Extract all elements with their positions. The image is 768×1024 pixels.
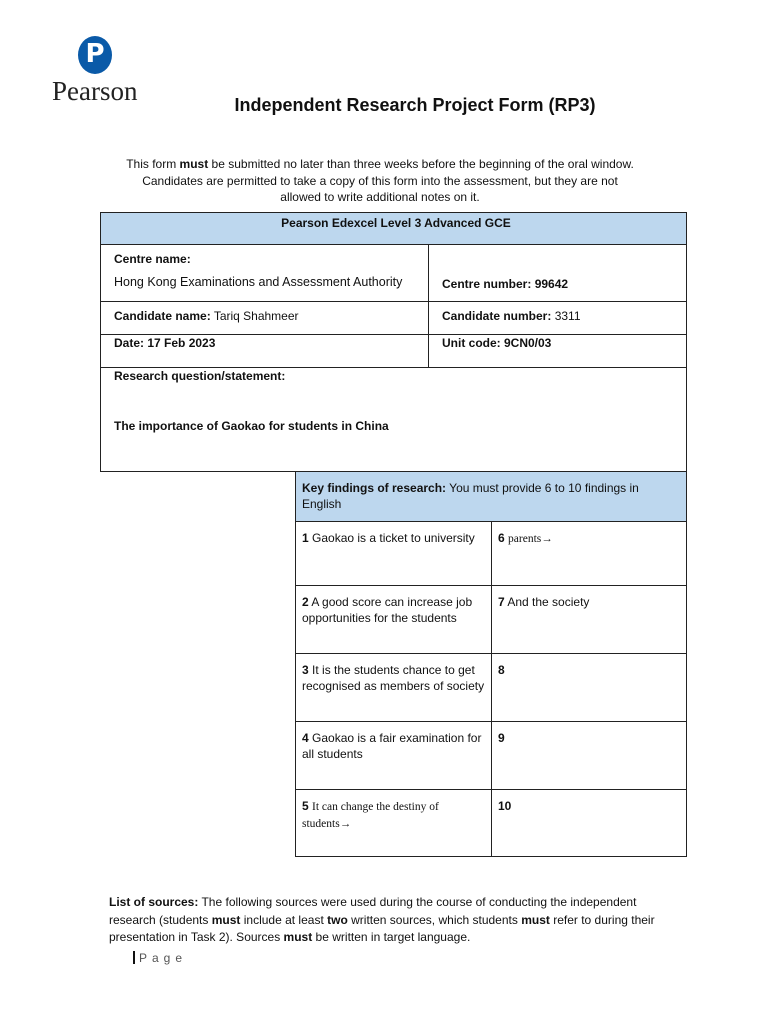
finding-8: 8 (492, 654, 687, 722)
finding-3: 3 It is the students chance to get recognised as members of society (296, 654, 492, 722)
page-label: Page (139, 951, 188, 965)
pearson-wordmark: Pearson (52, 76, 138, 106)
finding-2: 2 A good score can increase job opportunities for the students (296, 586, 492, 654)
unit-code-cell: Unit code: 9CN0/03 (429, 335, 687, 368)
candidate-name-cell: Candidate name: Tariq Shahmeer (101, 302, 429, 335)
research-question-value: The importance of Gaokao for students in China (114, 419, 389, 433)
footer-divider (133, 951, 135, 964)
intro-text: This form must be submitted no later than three weeks before the beginning of the oral window. Candidates are permitted to take a copy of this form into the assessment, but they are not allowed to write additional notes on it. (126, 157, 634, 204)
form-header: Pearson Edexcel Level 3 Advanced GCE (101, 213, 687, 245)
page-title: Independent Research Project Form (RP3) (234, 95, 596, 115)
finding-10: 10 (492, 790, 687, 857)
finding-6: 6 parents→ (492, 522, 687, 586)
centre-name-value: Hong Kong Examinations and Assessment Authority (114, 275, 403, 289)
centre-number-cell: Centre number: 99642 (429, 245, 687, 302)
page-footer (133, 951, 187, 965)
finding-5: 5 It can change the destiny of students→ (296, 790, 492, 857)
key-findings-table (295, 471, 687, 857)
finding-4: 4 Gaokao is a fair examination for all students (296, 722, 492, 790)
finding-9: 9 (492, 722, 687, 790)
candidate-number-cell: Candidate number: 3311 (429, 302, 687, 335)
finding-1: 1 Gaokao is a ticket to university (296, 522, 492, 586)
date-cell: Date: 17 Feb 2023 (101, 335, 429, 368)
centre-name-cell: Centre name: Hong Kong Examinations and Assessment Authority (101, 245, 429, 302)
research-question-cell: Research question/statement: The importance of Gaokao for students in China (101, 368, 687, 472)
sources-text: List of sources: The following sources were used during the course of conducting the independent research (students must include at least two written sources, which students must refer to during their presentation in Task 2). Sources must be written in target language. (109, 895, 655, 944)
key-findings-header: Key findings of research: You must provide 6 to 10 findings in English (296, 472, 687, 522)
pearson-logo-icon: P (78, 36, 112, 74)
candidate-info-table (100, 212, 687, 472)
finding-7: 7 And the society (492, 586, 687, 654)
